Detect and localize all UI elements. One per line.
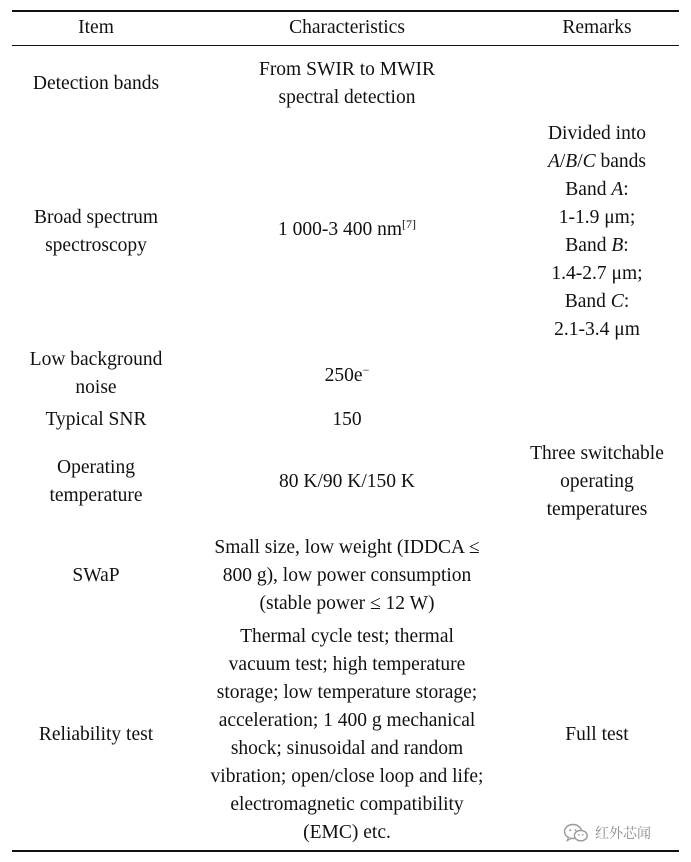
cell-line: (stable power ≤ 12 W): [259, 593, 435, 614]
cell-line: From SWIR to MWIR: [258, 59, 436, 80]
cell-line: Low background: [29, 349, 163, 370]
cell-line: Typical SNR: [45, 409, 147, 430]
cell-line: 150: [332, 409, 362, 430]
cell-line: (EMC) etc.: [303, 822, 391, 843]
table-row-characteristics: [180, 468, 514, 496]
cell-line: Divided into: [547, 123, 647, 144]
table-row-characteristics: [180, 406, 514, 434]
table-row-characteristics: [180, 534, 514, 618]
cell-line: Reliability test: [38, 724, 154, 745]
cell-line: temperature: [49, 485, 143, 506]
table-row-item: [10, 70, 182, 98]
cell-line: Operating: [57, 457, 135, 478]
table-row-remarks: [508, 440, 686, 524]
cell-line: Broad spectrum: [33, 207, 158, 228]
cell-line: Band C:: [564, 291, 630, 312]
table-row-remarks: [508, 721, 686, 749]
table-row-characteristics: [180, 623, 514, 847]
table-row-characteristics: [180, 362, 514, 390]
table-row-item: [10, 346, 182, 402]
table-row-characteristics: [180, 56, 514, 112]
cell-line: Thermal cycle test; thermal: [240, 626, 454, 647]
watermark-text: 红外芯闻: [595, 826, 651, 842]
table-top-rule: [12, 10, 679, 12]
table-row-item: [10, 721, 182, 749]
table-row-remarks: [508, 120, 686, 344]
table-header-rule: [12, 45, 679, 46]
cell-line: Full test: [565, 724, 629, 745]
cell-line: SWaP: [72, 565, 120, 586]
cell-line: Band B:: [565, 235, 629, 256]
cell-line: 1-1.9 μm;: [558, 207, 636, 228]
wechat-icon: [563, 823, 589, 843]
table-row-item: [10, 406, 182, 434]
cell-line: temperatures: [546, 499, 648, 520]
cell-line: vibration; open/close loop and life;: [210, 766, 484, 787]
cell-line: Three switchable: [530, 443, 664, 464]
header-characteristics: Characteristics: [289, 17, 405, 38]
cell-line: 80 K/90 K/150 K: [279, 471, 415, 492]
header-remarks: Remarks: [562, 17, 632, 38]
cell-line: Small size, low weight (IDDCA ≤: [214, 537, 480, 558]
cell-line: A/B/C bands: [547, 151, 647, 172]
cell-line: vacuum test; high temperature: [228, 654, 466, 675]
cell-text: 1 000-3 400 nm: [277, 219, 403, 240]
cell-line: 2.1-3.4 μm: [554, 319, 640, 340]
cell-line: 800 g), low power consumption: [222, 565, 472, 586]
cell-line: storage; low temperature storage;: [216, 682, 478, 703]
cell-line: noise: [75, 377, 117, 398]
table-row-item: [10, 454, 182, 510]
watermark: [563, 820, 651, 846]
table-row-characteristics: [180, 216, 514, 244]
cell-line: shock; sinusoidal and random: [230, 738, 464, 759]
cell-line: 1.4-2.7 μm;: [551, 263, 643, 284]
cell-line: acceleration; 1 400 g mechanical: [218, 710, 476, 731]
cell-line: Band A:: [565, 179, 629, 200]
cell-line: operating: [560, 471, 634, 492]
cell-line: spectroscopy: [45, 235, 147, 256]
table-row-item: [10, 562, 182, 590]
table-row-item: [10, 204, 182, 260]
cell-line: Detection bands: [32, 73, 160, 94]
charge-superscript: −: [362, 363, 370, 377]
reference-superscript: [7]: [402, 217, 417, 231]
cell-line: electromagnetic compatibility: [230, 794, 464, 815]
table-bottom-rule: [12, 850, 679, 852]
header-item: Item: [78, 17, 114, 38]
cell-text: 250e: [324, 365, 363, 386]
cell-line: spectral detection: [278, 87, 416, 108]
